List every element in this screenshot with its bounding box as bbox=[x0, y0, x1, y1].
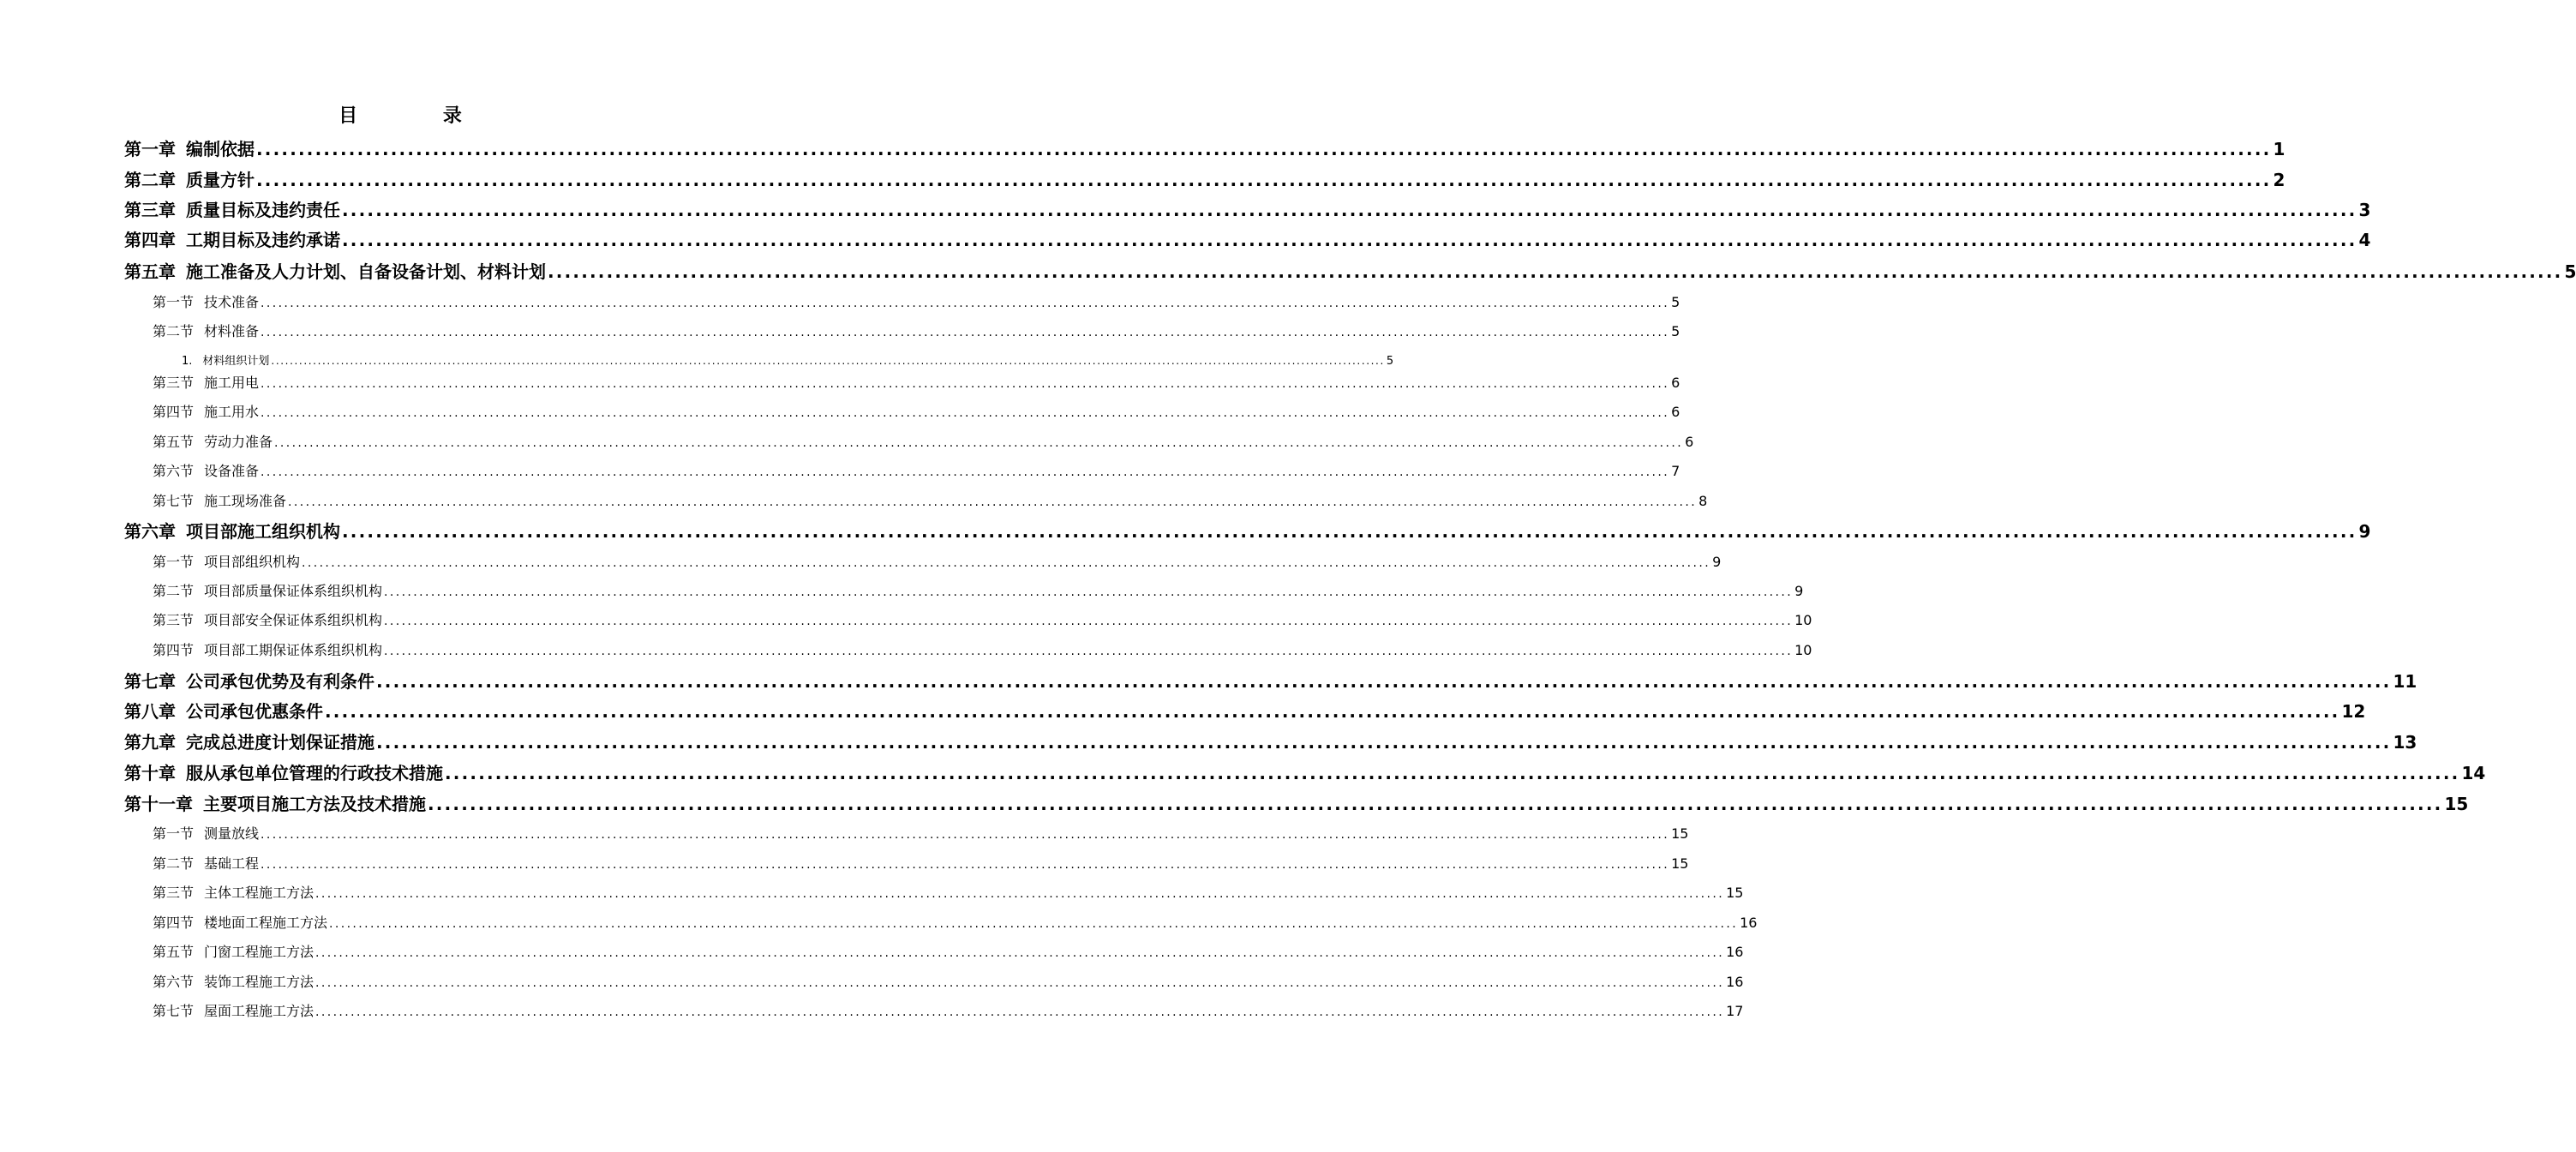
toc-entry-title: 材料准备 bbox=[204, 323, 260, 339]
toc-page-number: 2 bbox=[2273, 170, 2285, 190]
toc-section-entry[interactable] bbox=[153, 639, 1812, 662]
toc-section-entry[interactable] bbox=[153, 460, 1680, 483]
toc-entry-number: 第八章 bbox=[124, 701, 176, 722]
toc-chapter-entry[interactable] bbox=[124, 167, 2285, 193]
toc-entry-number: 第九章 bbox=[124, 732, 176, 753]
toc-entry-label bbox=[124, 669, 374, 694]
toc-entry-label bbox=[153, 609, 382, 632]
toc-entry-number: 第一节 bbox=[153, 554, 195, 570]
toc-entry-number: 第一章 bbox=[124, 139, 176, 159]
toc-entry-label bbox=[153, 1000, 314, 1023]
toc-entry-title: 项目部施工组织机构 bbox=[186, 521, 340, 542]
toc-entry-title: 项目部工期保证体系组织机构 bbox=[204, 642, 383, 658]
toc-entry-title: 项目部质量保证体系组织机构 bbox=[204, 583, 383, 599]
toc-subitem-entry[interactable] bbox=[182, 351, 1394, 370]
toc-page-number: 15 bbox=[1671, 825, 1689, 842]
toc-entry-label bbox=[153, 971, 314, 993]
toc-entry-label bbox=[153, 490, 286, 513]
toc-entry-title: 测量放线 bbox=[204, 825, 260, 842]
toc-section-entry[interactable] bbox=[153, 401, 1680, 423]
toc-entry-title: 楼地面工程施工方法 bbox=[204, 915, 328, 931]
toc-leader-dots: ................................................................................................................................................................................................................................................ bbox=[256, 170, 2272, 190]
toc-entry-number: 第三节 bbox=[153, 612, 195, 628]
toc-entry-number: 第五节 bbox=[153, 944, 195, 960]
toc-section-entry[interactable] bbox=[153, 882, 1744, 904]
toc-leader-dots: ................................................................................................................................................................................................................................................ bbox=[256, 139, 2272, 159]
toc-entry-number: 第二节 bbox=[153, 855, 195, 872]
toc-entry-title: 门窗工程施工方法 bbox=[204, 944, 315, 960]
toc-entry-title: 屋面工程施工方法 bbox=[204, 1003, 315, 1019]
toc-chapter-entry[interactable] bbox=[124, 519, 2371, 544]
toc-entry-number: 第四章 bbox=[124, 230, 176, 250]
toc-page-number: 5 bbox=[1671, 323, 1680, 339]
toc-entry-title: 公司承包优惠条件 bbox=[186, 701, 323, 722]
toc-page-number: 13 bbox=[2393, 732, 2417, 753]
toc-leader-dots: ................................................................................................................................................................................................................................................ bbox=[376, 732, 2392, 753]
toc-section-entry[interactable] bbox=[153, 853, 1689, 875]
toc-section-entry[interactable] bbox=[153, 551, 1722, 573]
toc-entry-label bbox=[124, 197, 340, 223]
toc-entry-number: 第六章 bbox=[124, 521, 176, 542]
toc-entry-title: 主要项目施工方法及技术措施 bbox=[203, 794, 426, 814]
toc-entry-number: 第六节 bbox=[153, 463, 195, 479]
toc-page-number: 12 bbox=[2341, 701, 2366, 722]
toc-entry-label bbox=[153, 853, 259, 875]
toc-leader-dots: ................................................................................................................................................................................................................................................ bbox=[288, 495, 1698, 509]
toc-entry-label bbox=[153, 580, 382, 603]
toc-entry-label bbox=[124, 519, 340, 544]
toc-page-number: 1 bbox=[2273, 139, 2285, 159]
toc-leader-dots: ................................................................................................................................................................................................................................................ bbox=[445, 763, 2460, 783]
toc-page-number: 5 bbox=[1671, 294, 1680, 310]
toc-section-entry[interactable] bbox=[153, 1000, 1744, 1023]
toc-entry-label bbox=[153, 882, 314, 904]
toc-chapter-entry[interactable] bbox=[124, 227, 2371, 253]
toc-page-number: 7 bbox=[1671, 463, 1680, 479]
toc-page-number: 5 bbox=[2564, 261, 2576, 282]
toc-entry-label bbox=[124, 729, 374, 755]
toc-page-number: 9 bbox=[1712, 554, 1722, 570]
toc-entry-number: 第七章 bbox=[124, 671, 176, 692]
toc-leader-dots: ................................................................................................................................................................................................................................................ bbox=[384, 615, 1794, 628]
toc-page-number: 16 bbox=[1726, 944, 1744, 960]
toc-entry-title: 施工用水 bbox=[204, 404, 260, 420]
toc-entry-title: 基础工程 bbox=[204, 855, 260, 872]
toc-leader-dots: ................................................................................................................................................................................................................................................ bbox=[342, 200, 2357, 220]
toc-entry-label bbox=[124, 760, 443, 786]
toc-leader-dots: ................................................................................................................................................................................................................................................ bbox=[548, 261, 2563, 282]
toc-entry-number: 第七节 bbox=[153, 493, 195, 509]
toc-entry-title: 项目部安全保证体系组织机构 bbox=[204, 612, 383, 628]
toc-entry-title: 服从承包单位管理的行政技术措施 bbox=[186, 763, 443, 783]
toc-entry-number: 第三节 bbox=[153, 885, 195, 901]
toc-entry-title: 工期目标及违约承诺 bbox=[186, 230, 340, 250]
toc-leader-dots: ................................................................................................................................................................................................................................................ bbox=[315, 1005, 1725, 1019]
toc-entry-title: 完成总进度计划保证措施 bbox=[186, 732, 374, 753]
toc-leader-dots: ................................................................................................................................................................................................................................................ bbox=[384, 645, 1794, 658]
toc-section-entry[interactable] bbox=[153, 291, 1680, 314]
toc-section-entry[interactable] bbox=[153, 912, 1758, 934]
toc-page-number: 6 bbox=[1671, 404, 1680, 420]
toc-section-entry[interactable] bbox=[153, 580, 1804, 603]
toc-entry-title: 劳动力准备 bbox=[204, 434, 273, 450]
toc-leader-dots: ................................................................................................................................................................................................................................................ bbox=[376, 671, 2392, 692]
toc-page-number: 5 bbox=[1386, 355, 1394, 368]
toc-leader-dots: ................................................................................................................................................................................................................................................ bbox=[261, 377, 1670, 391]
toc-page-number: 8 bbox=[1698, 493, 1708, 509]
toc-chapter-entry[interactable] bbox=[124, 197, 2371, 223]
toc-section-entry[interactable] bbox=[153, 490, 1708, 513]
toc-entry-label bbox=[124, 791, 426, 817]
toc-entry-label bbox=[153, 639, 382, 662]
toc-entry-label bbox=[153, 321, 259, 343]
toc-leader-dots: ................................................................................................................................................................................................................................................ bbox=[315, 887, 1725, 901]
toc-chapter-entry[interactable] bbox=[124, 699, 2366, 724]
toc-entry-number: 第十一章 bbox=[124, 794, 193, 814]
toc-chapter-entry[interactable] bbox=[124, 729, 2417, 755]
toc-chapter-entry[interactable] bbox=[124, 791, 2469, 817]
toc-page-number: 6 bbox=[1685, 434, 1694, 450]
toc-page-number: 17 bbox=[1726, 1003, 1744, 1019]
toc-entry-title: 施工准备及人力计划、自备设备计划、材料计划 bbox=[186, 261, 546, 282]
toc-section-entry[interactable] bbox=[153, 321, 1680, 343]
toc-entry-number: 第五节 bbox=[153, 434, 195, 450]
toc-entry-number: 第二节 bbox=[153, 583, 195, 599]
toc-entry-label bbox=[182, 352, 269, 371]
toc-entry-number: 第四节 bbox=[153, 404, 195, 420]
toc-entry-number: 第三节 bbox=[153, 375, 195, 391]
toc-entry-number: 第二章 bbox=[124, 170, 176, 190]
toc-entry-number: 第一节 bbox=[153, 825, 195, 842]
toc-entry-label bbox=[124, 167, 255, 193]
toc-section-entry[interactable] bbox=[153, 823, 1689, 845]
toc-entry-label bbox=[153, 372, 259, 394]
toc-page-number: 9 bbox=[1794, 583, 1804, 599]
toc-page-number: 16 bbox=[1726, 974, 1744, 990]
toc-entry-title: 材料组织计划 bbox=[202, 355, 270, 368]
toc-page-number: 15 bbox=[2444, 794, 2469, 814]
toc-entry-title: 质量目标及违约责任 bbox=[186, 200, 340, 220]
toc-entry-label bbox=[153, 401, 259, 423]
toc-entry-title: 设备准备 bbox=[204, 463, 260, 479]
toc-entry-label bbox=[124, 259, 546, 285]
toc-entry-number: 第四节 bbox=[153, 642, 195, 658]
toc-entry-number: 第六节 bbox=[153, 974, 195, 990]
toc-title: 目 录 bbox=[338, 105, 501, 127]
toc-entry-label bbox=[124, 227, 340, 253]
toc-leader-dots: ................................................................................................................................................................................................................................................ bbox=[274, 436, 1684, 450]
toc-chapter-entry[interactable] bbox=[124, 669, 2417, 694]
toc-entry-number: 第五章 bbox=[124, 261, 176, 282]
toc-entry-label bbox=[153, 823, 259, 845]
toc-leader-dots: ................................................................................................................................................................................................................................................ bbox=[325, 701, 2340, 722]
toc-entry-label bbox=[153, 431, 273, 453]
toc-entry-title: 装饰工程施工方法 bbox=[204, 974, 315, 990]
toc-entry-title: 项目部组织机构 bbox=[204, 554, 301, 570]
toc-leader-dots: ................................................................................................................................................................................................................................................ bbox=[271, 355, 1385, 367]
toc-entry-title: 主体工程施工方法 bbox=[204, 885, 315, 901]
toc-entry-label bbox=[153, 551, 300, 573]
toc-leader-dots: ................................................................................................................................................................................................................................................ bbox=[315, 976, 1725, 990]
toc-leader-dots: ................................................................................................................................................................................................................................................ bbox=[428, 794, 2443, 814]
toc-section-entry[interactable] bbox=[153, 971, 1744, 993]
toc-entry-number: 第十章 bbox=[124, 763, 176, 783]
toc-leader-dots: ................................................................................................................................................................................................................................................ bbox=[342, 521, 2357, 542]
toc-section-entry[interactable] bbox=[153, 941, 1744, 963]
toc-leader-dots: ................................................................................................................................................................................................................................................ bbox=[329, 917, 1739, 931]
toc-page-number: 6 bbox=[1671, 375, 1680, 391]
toc-page-number: 16 bbox=[1740, 915, 1758, 931]
toc-entry-number: 第三章 bbox=[124, 200, 176, 220]
toc-entry-title: 施工现场准备 bbox=[204, 493, 287, 509]
toc-entry-title: 技术准备 bbox=[204, 294, 260, 310]
toc-entry-label bbox=[153, 912, 327, 934]
toc-leader-dots: ................................................................................................................................................................................................................................................ bbox=[261, 406, 1670, 420]
toc-leader-dots: ................................................................................................................................................................................................................................................ bbox=[261, 465, 1670, 479]
toc-page-number: 10 bbox=[1794, 612, 1812, 628]
toc-page-number: 15 bbox=[1726, 885, 1744, 901]
toc-page-number: 10 bbox=[1794, 642, 1812, 658]
toc-page-number: 14 bbox=[2461, 763, 2486, 783]
toc-entry-label bbox=[124, 136, 255, 162]
toc-section-entry[interactable] bbox=[153, 372, 1680, 394]
toc-entry-title: 质量方针 bbox=[186, 170, 255, 190]
toc-entry-title: 编制依据 bbox=[186, 139, 255, 159]
toc-page-number: 11 bbox=[2393, 671, 2417, 692]
toc-leader-dots: ................................................................................................................................................................................................................................................ bbox=[261, 858, 1670, 872]
toc-leader-dots: ................................................................................................................................................................................................................................................ bbox=[261, 326, 1670, 339]
toc-chapter-entry[interactable] bbox=[124, 259, 2576, 285]
toc-leader-dots: ................................................................................................................................................................................................................................................ bbox=[315, 946, 1725, 960]
toc-entry-number: 第四节 bbox=[153, 915, 195, 931]
toc-page-number: 9 bbox=[2358, 521, 2371, 542]
toc-entry-number: 1. bbox=[182, 355, 193, 368]
toc-section-entry[interactable] bbox=[153, 609, 1812, 632]
toc-leader-dots: ................................................................................................................................................................................................................................................ bbox=[302, 556, 1711, 570]
toc-chapter-entry[interactable] bbox=[124, 760, 2486, 786]
toc-leader-dots: ................................................................................................................................................................................................................................................ bbox=[342, 230, 2357, 250]
toc-entry-label bbox=[124, 699, 323, 724]
toc-entry-label bbox=[153, 941, 314, 963]
toc-entry-label bbox=[153, 460, 259, 483]
toc-page-number: 4 bbox=[2358, 230, 2371, 250]
toc-page-number: 15 bbox=[1671, 855, 1689, 872]
toc-entry-number: 第二节 bbox=[153, 323, 195, 339]
toc-leader-dots: ................................................................................................................................................................................................................................................ bbox=[384, 585, 1794, 599]
toc-entry-number: 第一节 bbox=[153, 294, 195, 310]
toc-entry-label bbox=[153, 291, 259, 314]
toc-entry-number: 第七节 bbox=[153, 1003, 195, 1019]
toc-page-number: 3 bbox=[2358, 200, 2371, 220]
toc-section-entry[interactable] bbox=[153, 431, 1694, 453]
toc-leader-dots: ................................................................................................................................................................................................................................................ bbox=[261, 297, 1670, 310]
toc-entry-title: 公司承包优势及有利条件 bbox=[186, 671, 374, 692]
toc-entry-title: 施工用电 bbox=[204, 375, 260, 391]
toc-leader-dots: ................................................................................................................................................................................................................................................ bbox=[261, 828, 1670, 842]
toc-chapter-entry[interactable] bbox=[124, 136, 2285, 162]
